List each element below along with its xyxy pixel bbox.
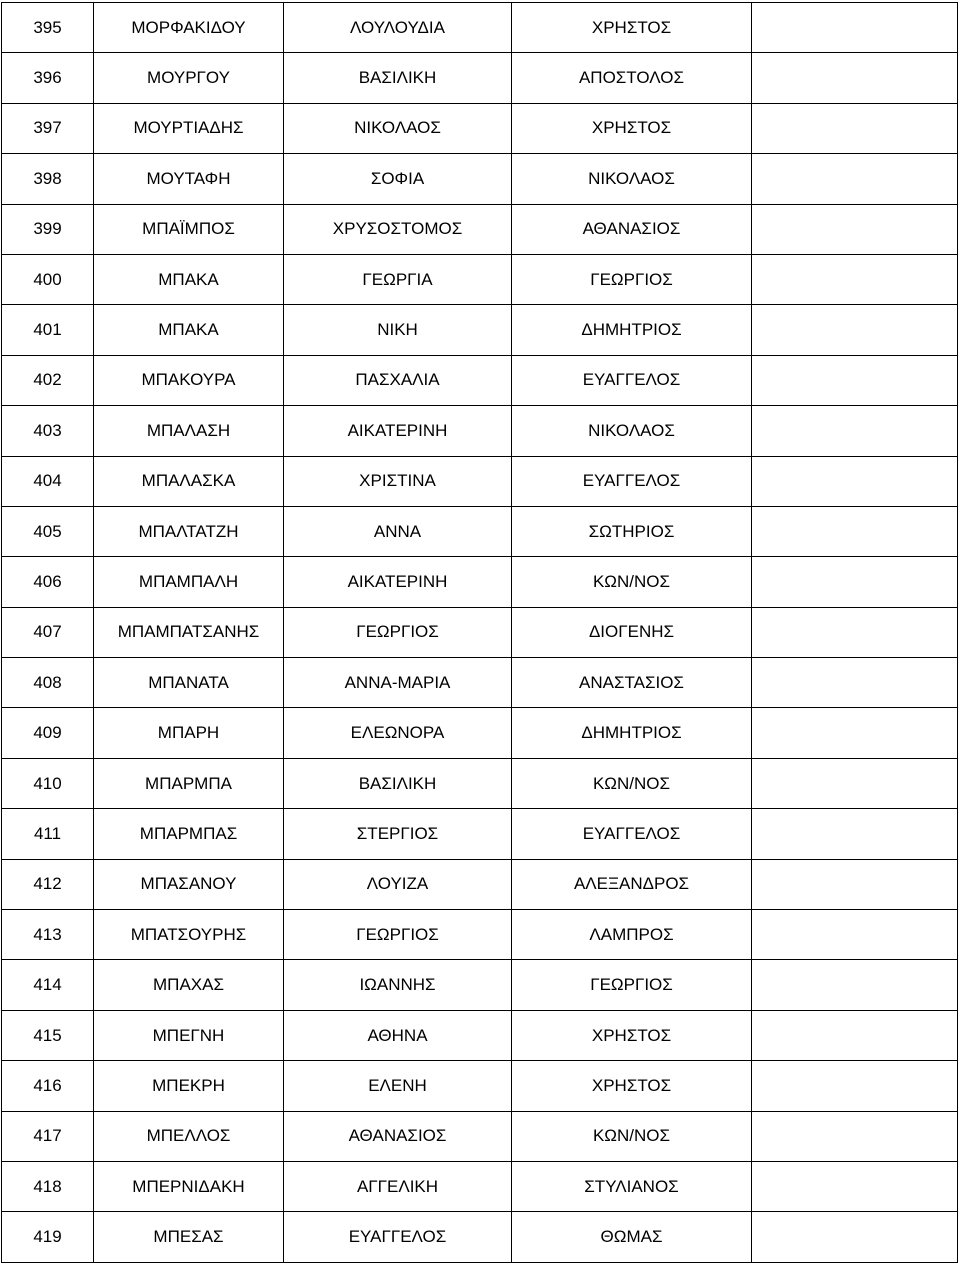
table-row bbox=[2, 859, 958, 909]
row-number-cell: 399 bbox=[2, 204, 94, 254]
row-number-cell: 406 bbox=[2, 557, 94, 607]
father-name-cell: ΚΩΝ/ΝΟΣ bbox=[512, 758, 752, 808]
father-name-cell: ΧΡΗΣΤΟΣ bbox=[512, 1010, 752, 1060]
table-row bbox=[2, 758, 958, 808]
empty-cell bbox=[752, 1061, 958, 1111]
first-name-cell: ΑΙΚΑΤΕΡΙΝΗ bbox=[284, 557, 512, 607]
first-name-cell: ΧΡΙΣΤΙΝΑ bbox=[284, 456, 512, 506]
father-name-cell: ΕΥΑΓΓΕΛΟΣ bbox=[512, 456, 752, 506]
father-name-cell: ΓΕΩΡΓΙΟΣ bbox=[512, 960, 752, 1010]
table-row bbox=[2, 708, 958, 758]
father-name-cell: ΑΠΟΣΤΟΛΟΣ bbox=[512, 53, 752, 103]
row-number-cell: 412 bbox=[2, 859, 94, 909]
table-row bbox=[2, 103, 958, 153]
first-name-cell: ΝΙΚΗ bbox=[284, 305, 512, 355]
first-name-cell: ΕΥΑΓΓΕΛΟΣ bbox=[284, 1212, 512, 1262]
table-row bbox=[2, 506, 958, 556]
row-number-cell: 401 bbox=[2, 305, 94, 355]
father-name-cell: ΚΩΝ/ΝΟΣ bbox=[512, 1111, 752, 1161]
table-row bbox=[2, 204, 958, 254]
empty-cell bbox=[752, 506, 958, 556]
empty-cell bbox=[752, 53, 958, 103]
first-name-cell: ΑΓΓΕΛΙΚΗ bbox=[284, 1161, 512, 1211]
table-row bbox=[2, 3, 958, 53]
row-number-cell: 404 bbox=[2, 456, 94, 506]
father-name-cell: ΕΥΑΓΓΕΛΟΣ bbox=[512, 355, 752, 405]
table-row bbox=[2, 1212, 958, 1262]
father-name-cell: ΔΙΟΓΕΝΗΣ bbox=[512, 607, 752, 657]
surname-cell: ΜΠΑΣΑΝΟΥ bbox=[94, 859, 284, 909]
roster-table bbox=[1, 2, 958, 1263]
row-number-cell: 414 bbox=[2, 960, 94, 1010]
surname-cell: ΜΟΡΦΑΚΙΔΟΥ bbox=[94, 3, 284, 53]
first-name-cell: ΕΛΕΝΗ bbox=[284, 1061, 512, 1111]
surname-cell: ΜΠΑΚΑ bbox=[94, 305, 284, 355]
empty-cell bbox=[752, 658, 958, 708]
first-name-cell: ΓΕΩΡΓΙΟΣ bbox=[284, 910, 512, 960]
empty-cell bbox=[752, 809, 958, 859]
father-name-cell: ΘΩΜΑΣ bbox=[512, 1212, 752, 1262]
father-name-cell: ΕΥΑΓΓΕΛΟΣ bbox=[512, 809, 752, 859]
father-name-cell: ΔΗΜΗΤΡΙΟΣ bbox=[512, 305, 752, 355]
table-row bbox=[2, 910, 958, 960]
row-number-cell: 408 bbox=[2, 658, 94, 708]
row-number-cell: 405 bbox=[2, 506, 94, 556]
table-row bbox=[2, 1161, 958, 1211]
first-name-cell: ΒΑΣΙΛΙΚΗ bbox=[284, 758, 512, 808]
surname-cell: ΜΠΑΡΜΠΑΣ bbox=[94, 809, 284, 859]
first-name-cell: ΕΛΕΩΝΟΡΑ bbox=[284, 708, 512, 758]
surname-cell: ΜΠΑΡΜΠΑ bbox=[94, 758, 284, 808]
empty-cell bbox=[752, 305, 958, 355]
empty-cell bbox=[752, 204, 958, 254]
table-row bbox=[2, 53, 958, 103]
father-name-cell: ΧΡΗΣΤΟΣ bbox=[512, 3, 752, 53]
empty-cell bbox=[752, 708, 958, 758]
father-name-cell: ΚΩΝ/ΝΟΣ bbox=[512, 557, 752, 607]
first-name-cell: ΣΤΕΡΓΙΟΣ bbox=[284, 809, 512, 859]
table-row bbox=[2, 960, 958, 1010]
father-name-cell: ΛΑΜΠΡΟΣ bbox=[512, 910, 752, 960]
surname-cell: ΜΠΕΣΑΣ bbox=[94, 1212, 284, 1262]
row-number-cell: 418 bbox=[2, 1161, 94, 1211]
row-number-cell: 419 bbox=[2, 1212, 94, 1262]
first-name-cell: ΑΝΝΑ-ΜΑΡΙΑ bbox=[284, 658, 512, 708]
table-row bbox=[2, 1010, 958, 1060]
father-name-cell: ΑΛΕΞΑΝΔΡΟΣ bbox=[512, 859, 752, 909]
empty-cell bbox=[752, 154, 958, 204]
surname-cell: ΜΠΕΡΝΙΔΑΚΗ bbox=[94, 1161, 284, 1211]
surname-cell: ΜΠΑΛΤΑΤΖΗ bbox=[94, 506, 284, 556]
empty-cell bbox=[752, 557, 958, 607]
surname-cell: ΜΠΑΤΣΟΥΡΗΣ bbox=[94, 910, 284, 960]
first-name-cell: ΑΘΗΝΑ bbox=[284, 1010, 512, 1060]
surname-cell: ΜΠΑΧΑΣ bbox=[94, 960, 284, 1010]
surname-cell: ΜΟΥΡΤΙΑΔΗΣ bbox=[94, 103, 284, 153]
surname-cell: ΜΟΥΤΑΦΗ bbox=[94, 154, 284, 204]
father-name-cell: ΓΕΩΡΓΙΟΣ bbox=[512, 254, 752, 304]
first-name-cell: ΑΘΑΝΑΣΙΟΣ bbox=[284, 1111, 512, 1161]
surname-cell: ΜΠΕΓΝΗ bbox=[94, 1010, 284, 1060]
row-number-cell: 403 bbox=[2, 406, 94, 456]
surname-cell: ΜΠΑΚΟΥΡΑ bbox=[94, 355, 284, 405]
row-number-cell: 407 bbox=[2, 607, 94, 657]
surname-cell: ΜΟΥΡΓΟΥ bbox=[94, 53, 284, 103]
row-number-cell: 398 bbox=[2, 154, 94, 204]
first-name-cell: ΙΩΑΝΝΗΣ bbox=[284, 960, 512, 1010]
father-name-cell: ΝΙΚΟΛΑΟΣ bbox=[512, 406, 752, 456]
first-name-cell: ΒΑΣΙΛΙΚΗ bbox=[284, 53, 512, 103]
first-name-cell: ΣΟΦΙΑ bbox=[284, 154, 512, 204]
father-name-cell: ΧΡΗΣΤΟΣ bbox=[512, 103, 752, 153]
father-name-cell: ΔΗΜΗΤΡΙΟΣ bbox=[512, 708, 752, 758]
row-number-cell: 415 bbox=[2, 1010, 94, 1060]
table-row bbox=[2, 154, 958, 204]
first-name-cell: ΛΟΥΛΟΥΔΙΑ bbox=[284, 3, 512, 53]
father-name-cell: ΝΙΚΟΛΑΟΣ bbox=[512, 154, 752, 204]
first-name-cell: ΠΑΣΧΑΛΙΑ bbox=[284, 355, 512, 405]
table-row bbox=[2, 305, 958, 355]
empty-cell bbox=[752, 960, 958, 1010]
row-number-cell: 402 bbox=[2, 355, 94, 405]
empty-cell bbox=[752, 254, 958, 304]
empty-cell bbox=[752, 910, 958, 960]
empty-cell bbox=[752, 1161, 958, 1211]
father-name-cell: ΣΩΤΗΡΙΟΣ bbox=[512, 506, 752, 556]
row-number-cell: 411 bbox=[2, 809, 94, 859]
empty-cell bbox=[752, 355, 958, 405]
table-row bbox=[2, 355, 958, 405]
row-number-cell: 417 bbox=[2, 1111, 94, 1161]
empty-cell bbox=[752, 1010, 958, 1060]
first-name-cell: ΓΕΩΡΓΙΑ bbox=[284, 254, 512, 304]
row-number-cell: 397 bbox=[2, 103, 94, 153]
first-name-cell: ΑΝΝΑ bbox=[284, 506, 512, 556]
surname-cell: ΜΠΑΡΗ bbox=[94, 708, 284, 758]
roster-table-body bbox=[2, 3, 958, 1263]
empty-cell bbox=[752, 3, 958, 53]
table-row bbox=[2, 557, 958, 607]
table-row bbox=[2, 456, 958, 506]
empty-cell bbox=[752, 758, 958, 808]
row-number-cell: 396 bbox=[2, 53, 94, 103]
surname-cell: ΜΠΑΜΠΑΤΣΑΝΗΣ bbox=[94, 607, 284, 657]
empty-cell bbox=[752, 1111, 958, 1161]
empty-cell bbox=[752, 859, 958, 909]
table-row bbox=[2, 658, 958, 708]
surname-cell: ΜΠΑΝΑΤΑ bbox=[94, 658, 284, 708]
row-number-cell: 416 bbox=[2, 1061, 94, 1111]
surname-cell: ΜΠΕΛΛΟΣ bbox=[94, 1111, 284, 1161]
table-row bbox=[2, 406, 958, 456]
table-row bbox=[2, 809, 958, 859]
table-row bbox=[2, 254, 958, 304]
father-name-cell: ΧΡΗΣΤΟΣ bbox=[512, 1061, 752, 1111]
empty-cell bbox=[752, 406, 958, 456]
row-number-cell: 409 bbox=[2, 708, 94, 758]
father-name-cell: ΣΤΥΛΙΑΝΟΣ bbox=[512, 1161, 752, 1211]
surname-cell: ΜΠΑΛΑΣΚΑ bbox=[94, 456, 284, 506]
father-name-cell: ΑΝΑΣΤΑΣΙΟΣ bbox=[512, 658, 752, 708]
surname-cell: ΜΠΑΛΑΣΗ bbox=[94, 406, 284, 456]
surname-cell: ΜΠΕΚΡΗ bbox=[94, 1061, 284, 1111]
empty-cell bbox=[752, 456, 958, 506]
surname-cell: ΜΠΑΜΠΑΛΗ bbox=[94, 557, 284, 607]
surname-cell: ΜΠΑΪΜΠΟΣ bbox=[94, 204, 284, 254]
first-name-cell: ΧΡΥΣΟΣΤΟΜΟΣ bbox=[284, 204, 512, 254]
row-number-cell: 410 bbox=[2, 758, 94, 808]
first-name-cell: ΝΙΚΟΛΑΟΣ bbox=[284, 103, 512, 153]
first-name-cell: ΛΟΥΙΖΑ bbox=[284, 859, 512, 909]
first-name-cell: ΑΙΚΑΤΕΡΙΝΗ bbox=[284, 406, 512, 456]
row-number-cell: 395 bbox=[2, 3, 94, 53]
row-number-cell: 400 bbox=[2, 254, 94, 304]
table-row bbox=[2, 1061, 958, 1111]
first-name-cell: ΓΕΩΡΓΙΟΣ bbox=[284, 607, 512, 657]
table-row bbox=[2, 1111, 958, 1161]
empty-cell bbox=[752, 103, 958, 153]
father-name-cell: ΑΘΑΝΑΣΙΟΣ bbox=[512, 204, 752, 254]
empty-cell bbox=[752, 607, 958, 657]
row-number-cell: 413 bbox=[2, 910, 94, 960]
table-row bbox=[2, 607, 958, 657]
surname-cell: ΜΠΑΚΑ bbox=[94, 254, 284, 304]
empty-cell bbox=[752, 1212, 958, 1262]
